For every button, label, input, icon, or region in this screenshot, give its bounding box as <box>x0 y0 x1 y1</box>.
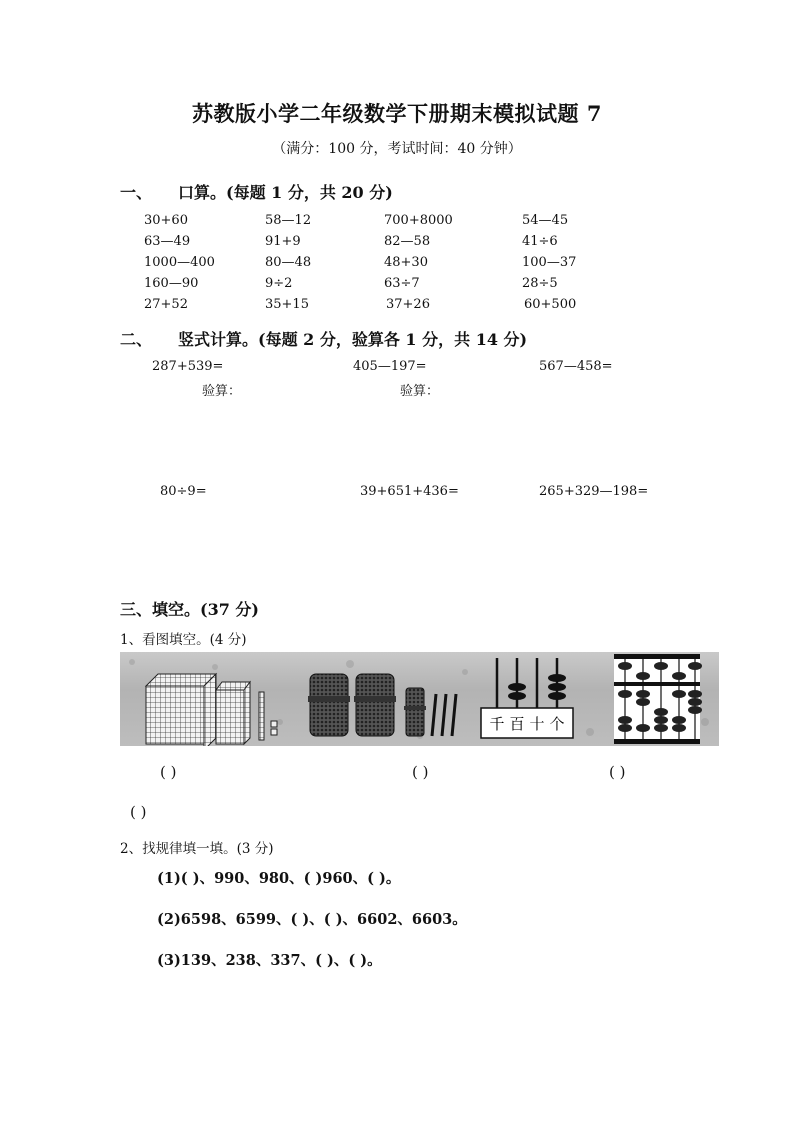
pattern-line-3[interactable]: (3)139、238、337、( )、( )。 <box>157 952 382 969</box>
vertical-calc-item: 265+329—198= <box>539 484 649 499</box>
vertical-calc-item: 39+651+436= <box>360 484 459 499</box>
page-title: 苏教版小学二年级数学下册期末模拟试题 7 <box>192 101 602 126</box>
answer-blank[interactable]: ( ) <box>412 763 429 781</box>
section-3-heading: 三、填空。(37 分) <box>120 600 259 619</box>
pattern-line-1[interactable]: (1)( )、990、980、( )960、( )。 <box>157 870 401 887</box>
answer-blank[interactable]: ( ) <box>160 763 177 781</box>
stick-bundle-icon <box>354 674 396 736</box>
stick-bundle-icon <box>404 688 426 736</box>
oral-item: 54—45 <box>522 213 569 228</box>
check-label: 验算： <box>202 384 242 399</box>
stick-icon <box>442 694 446 736</box>
oral-item: 28÷5 <box>522 276 558 291</box>
question-2-label: 2、找规律填一填。(3 分) <box>120 841 274 857</box>
vertical-calc-item: 405—197= <box>353 359 427 374</box>
oral-item: 27+52 <box>144 297 188 312</box>
vertical-calc-item: 567—458= <box>539 359 613 374</box>
vertical-calc-item: 80÷9= <box>160 484 207 499</box>
oral-item: 700+8000 <box>384 213 453 228</box>
oral-item: 41÷6 <box>522 234 558 249</box>
exam-info: （满分：100 分，考试时间：40 分钟） <box>272 141 522 157</box>
abacus-label: 个 <box>549 715 565 733</box>
oral-item: 1000—400 <box>144 255 215 270</box>
abacus-label: 十 <box>529 715 545 733</box>
oral-item: 48+30 <box>384 255 428 270</box>
oral-item: 60+500 <box>524 297 577 312</box>
pattern-line-2[interactable]: (2)6598、6599、( )、( )、6602、6603。 <box>157 911 467 928</box>
section-1-heading: 口算。(每题 1 分，共 20 分) <box>178 183 393 202</box>
section-2-heading: 竖式计算。(每题 2 分，验算各 1 分，共 14 分) <box>178 330 528 349</box>
answer-blank[interactable]: ( ) <box>609 763 626 781</box>
counting-figure <box>120 652 719 746</box>
vertical-calc-item: 287+539= <box>152 359 224 374</box>
oral-item: 58—12 <box>265 213 312 228</box>
oral-item: 9÷2 <box>265 276 293 291</box>
stick-bundle-icon <box>308 674 350 736</box>
oral-item: 63—49 <box>144 234 191 249</box>
oral-item: 30+60 <box>144 213 188 228</box>
question-1-label: 1、看图填空。(4 分) <box>120 632 247 648</box>
check-label: 验算： <box>400 384 440 399</box>
oral-item: 82—58 <box>384 234 431 249</box>
section-1-number: 一、 <box>120 183 153 202</box>
oral-item: 160—90 <box>144 276 199 291</box>
oral-item: 100—37 <box>522 255 577 270</box>
hundred-flat-icon <box>216 682 250 744</box>
counting-abacus-icon <box>481 658 573 738</box>
abacus-label: 百 <box>509 715 525 733</box>
oral-item: 37+26 <box>386 297 430 312</box>
section-2-number: 二、 <box>120 330 153 349</box>
oral-item: 63÷7 <box>384 276 420 291</box>
stick-icon <box>452 694 456 736</box>
oral-item: 80—48 <box>265 255 312 270</box>
ten-rod-icon <box>259 692 264 740</box>
answer-blank[interactable]: ( ) <box>130 803 147 821</box>
oral-item: 91+9 <box>265 234 301 249</box>
oral-item: 35+15 <box>265 297 309 312</box>
thousand-cube-icon <box>146 674 216 746</box>
bead-abacus-icon <box>614 654 702 744</box>
unit-cube-icon <box>271 729 277 735</box>
unit-cube-icon <box>271 721 277 727</box>
stick-icon <box>432 694 436 736</box>
abacus-label: 千 <box>489 715 505 733</box>
